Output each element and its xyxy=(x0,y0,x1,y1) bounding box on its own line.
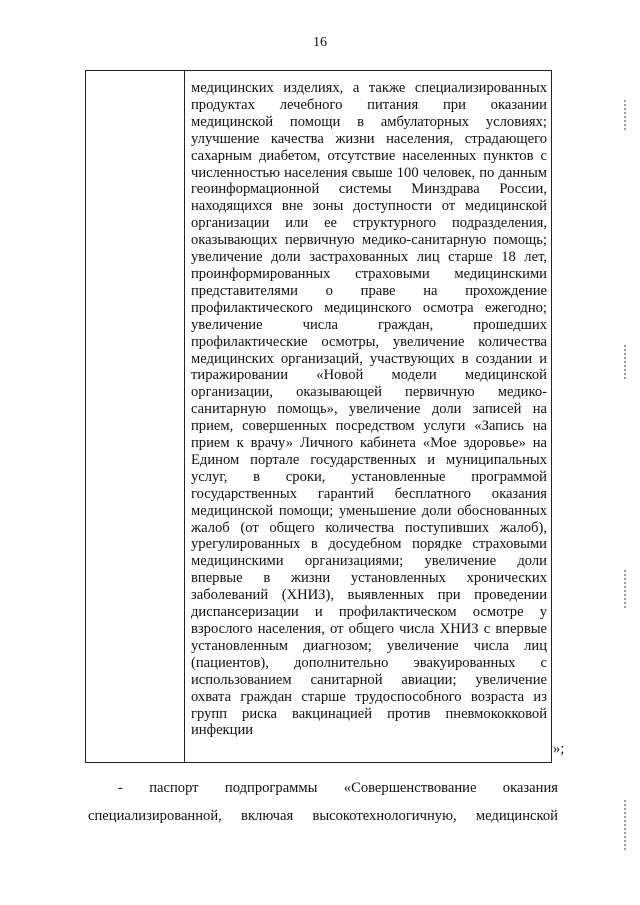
cell-line: профилактические осмотры, увеличение количества xyxy=(191,333,547,350)
cell-line: (пациентов), дополнительно эвакуированных с xyxy=(191,654,547,671)
cell-line: профилактического медицинского осмотра ежегодно; xyxy=(191,299,547,316)
cell-line: медицинскими организациями; увеличение доли xyxy=(191,553,547,570)
cell-line: групп риска вакцинацией против пневмококковой xyxy=(191,705,547,722)
scan-artifact xyxy=(624,345,626,380)
cell-line: государственных гарантий бесплатного оказания xyxy=(191,485,547,502)
cell-line: диспансеризации и профилактическом осмотре у xyxy=(191,604,547,621)
cell-line: медицинских организаций, участвующих в создании и xyxy=(191,350,547,367)
cell-line: увеличение доли застрахованных лиц старше 18 лет, xyxy=(191,249,547,266)
cell-line: санитарную помощь», увеличение доли записей на xyxy=(191,401,547,418)
cell-line: проинформированных страховыми медицинскими xyxy=(191,265,547,282)
cell-line: медицинских изделиях, а также специализированных xyxy=(191,80,547,96)
cell-line: охвата граждан старше трудоспособного возраста из xyxy=(191,688,547,705)
cell-line: жалоб (от общего количества поступивших жалоб), xyxy=(191,519,547,536)
table-cell-text xyxy=(191,80,547,739)
cell-line: использованием санитарной авиации; увеличение xyxy=(191,671,547,688)
cell-line: Едином портале государственных и муниципальных xyxy=(191,451,547,468)
cell-line: медицинской помощи; уменьшение доли обоснованных xyxy=(191,502,547,519)
cell-line: прием, совершенных посредством услуги «Запись на xyxy=(191,418,547,435)
row-end-quote: »; xyxy=(553,741,565,757)
cell-line: представителями о праве на прохождение xyxy=(191,282,547,299)
page-number: 16 xyxy=(313,35,327,50)
cell-line: впервые в жизни установленных хронических xyxy=(191,570,547,587)
table-left-column xyxy=(85,70,185,763)
cell-line: заболеваний (ХНИЗ), выявленных при проведении xyxy=(191,587,547,604)
cell-line: организации, оказывающей первичную медико- xyxy=(191,384,547,401)
cell-line: установленным диагнозом; увеличение числа лиц xyxy=(191,637,547,654)
cell-line: оказывающих первичную медико-санитарную помощь; xyxy=(191,232,547,249)
cell-line: медицинской помощи в амбулаторных условиях; xyxy=(191,113,547,130)
cell-line: увеличение числа граждан, прошедших xyxy=(191,316,547,333)
cell-line: инфекции xyxy=(191,722,254,739)
cell-line: урегулированных в досудебном порядке страховыми xyxy=(191,536,547,553)
cell-line: прием к врачу» Личного кабинета «Мое здоровье» на xyxy=(191,435,547,452)
scan-artifact xyxy=(624,800,626,850)
scan-artifact xyxy=(624,100,626,130)
paragraph-line-2: специализированной, включая высокотехнологичную, медицинской xyxy=(88,808,558,824)
cell-line: находящихся вне зоны доступности от медицинской xyxy=(191,198,547,215)
scan-artifact xyxy=(624,570,626,610)
cell-line: тиражировании «Новой модели медицинской xyxy=(191,367,547,384)
cell-line: сахарным диабетом, отсутствие населенных пунктов с xyxy=(191,147,547,164)
cell-line: продуктах лечебного питания при оказании xyxy=(191,96,547,113)
paragraph-line-1: - паспорт подпрограммы «Совершенствование оказания xyxy=(118,780,558,796)
cell-line: организации или ее структурного подразделения, xyxy=(191,215,547,232)
cell-line: услуг, в сроки, установленные программой xyxy=(191,468,547,485)
cell-line: взрослого населения, от общего числа ХНИЗ с впервые xyxy=(191,621,547,637)
cell-line: улучшение качества жизни населения, страдающего xyxy=(191,130,547,147)
cell-line: геоинформационной системы Минздрава России, xyxy=(191,181,547,198)
cell-line: численностью населения свыше 100 человек, по данным xyxy=(191,164,547,181)
